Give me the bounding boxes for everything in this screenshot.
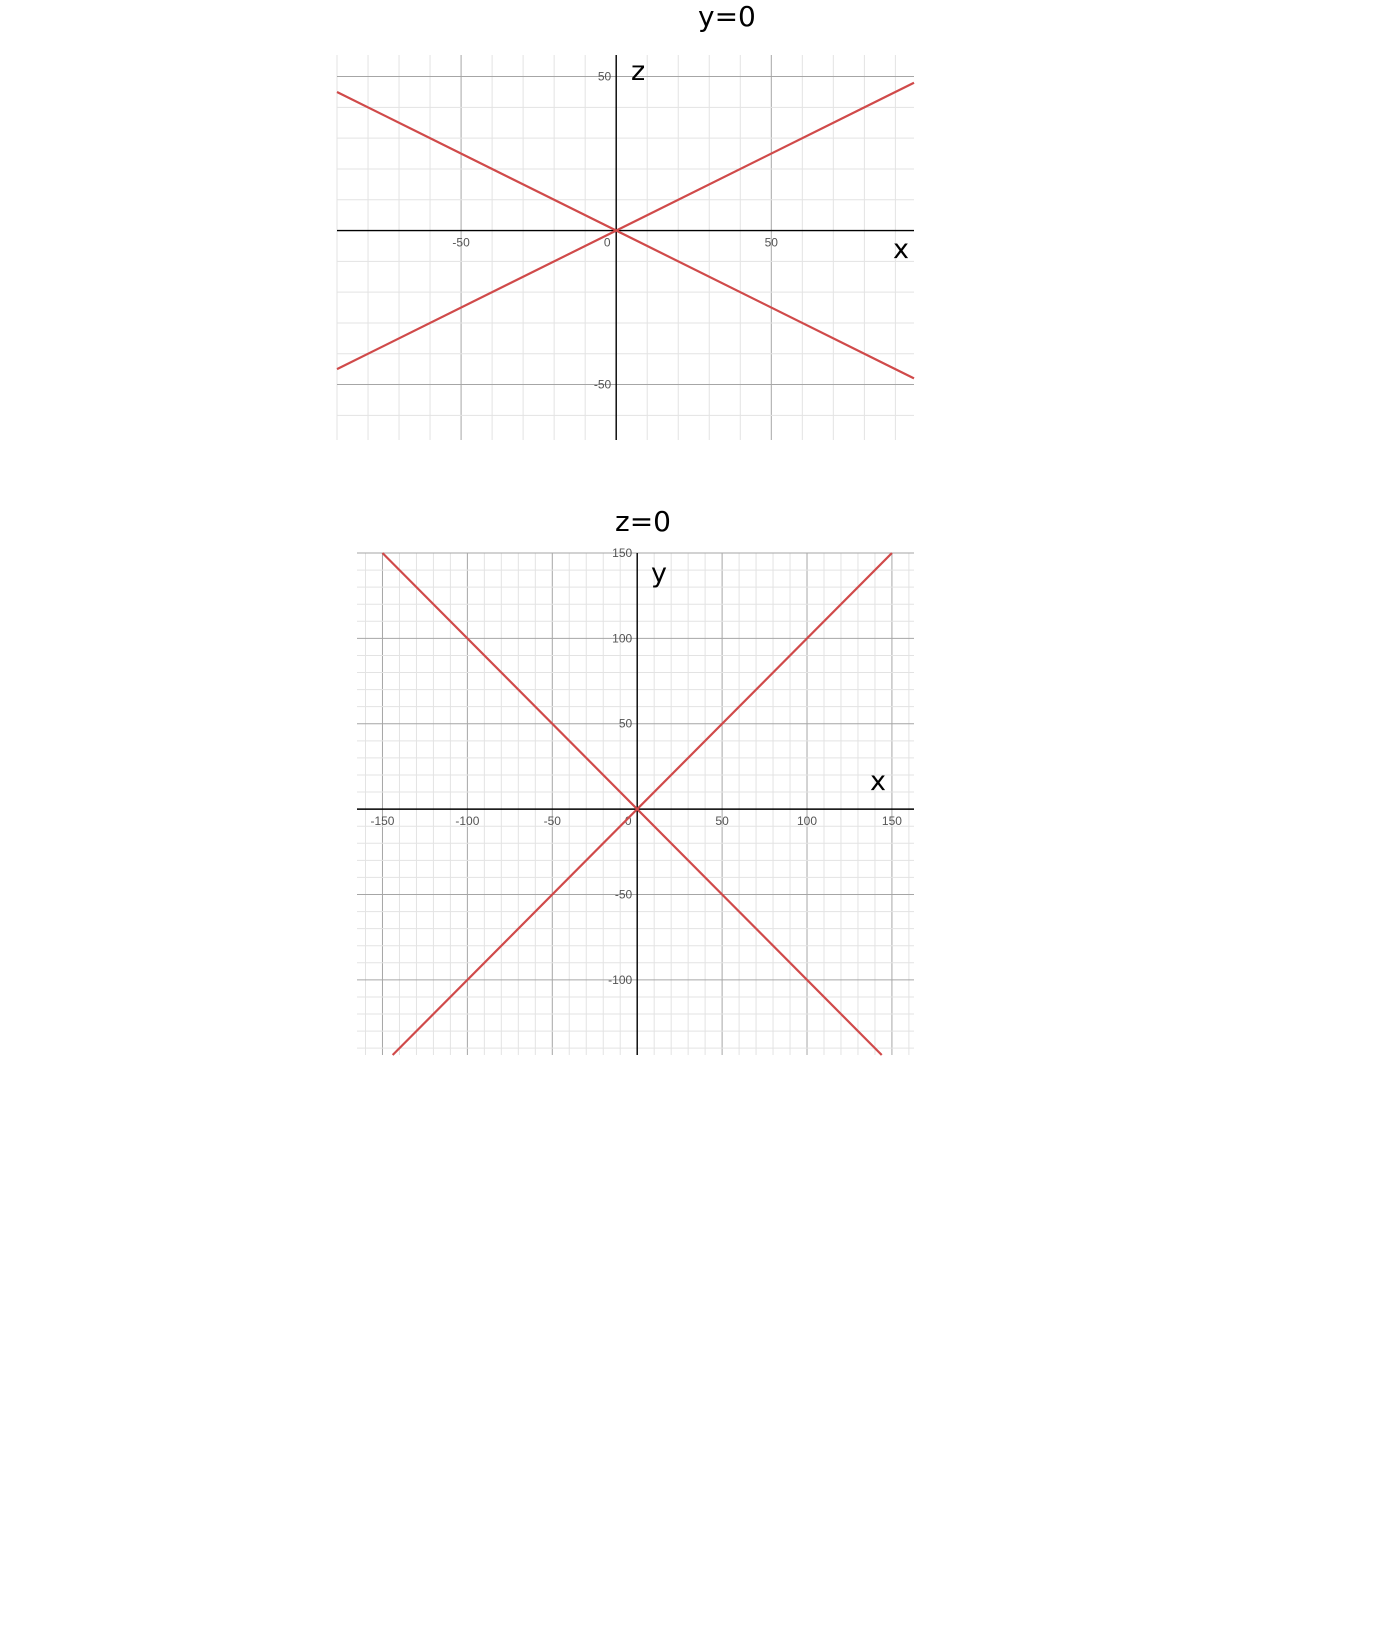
chart-2-x-tick-label: 100 [796, 814, 818, 829]
chart-1-y-tick-label: 50 [597, 69, 612, 84]
chart-1-x-tick-label: 50 [764, 235, 778, 250]
chart-2-x-tick-label: -100 [455, 814, 480, 829]
chart-1-y-axis-label: z [631, 56, 646, 87]
chart-2-x-tick-label: 150 [881, 814, 902, 829]
chart-2-y-tick-label: -100 [608, 972, 633, 987]
chart-2-x-tick-label: 50 [715, 814, 729, 829]
chart-1-x-tick-label: -50 [452, 235, 470, 250]
chart-1-y-tick-label: -50 [593, 377, 612, 392]
chart-2-x-axis-label: x [870, 766, 886, 797]
chart-2-x-tick-label: 0 [624, 814, 632, 829]
chart-2-x-tick-label: -50 [543, 814, 561, 829]
chart-1-title: y=0 [698, 0, 756, 33]
chart-2-title: z=0 [615, 505, 671, 538]
chart-1-x-tick-label: 0 [603, 235, 611, 250]
chart-2-y-tick-label: 50 [618, 716, 633, 731]
chart-1-x-axis-label: x [893, 234, 909, 265]
chart-2-x-tick-label: -150 [370, 814, 395, 829]
chart-2-y-tick-label: -50 [614, 887, 633, 902]
chart-2-y-tick-label: 150 [612, 546, 633, 560]
chart-2-y-axis-label: y [651, 558, 667, 589]
chart-2-y-tick-label: 100 [612, 631, 633, 646]
